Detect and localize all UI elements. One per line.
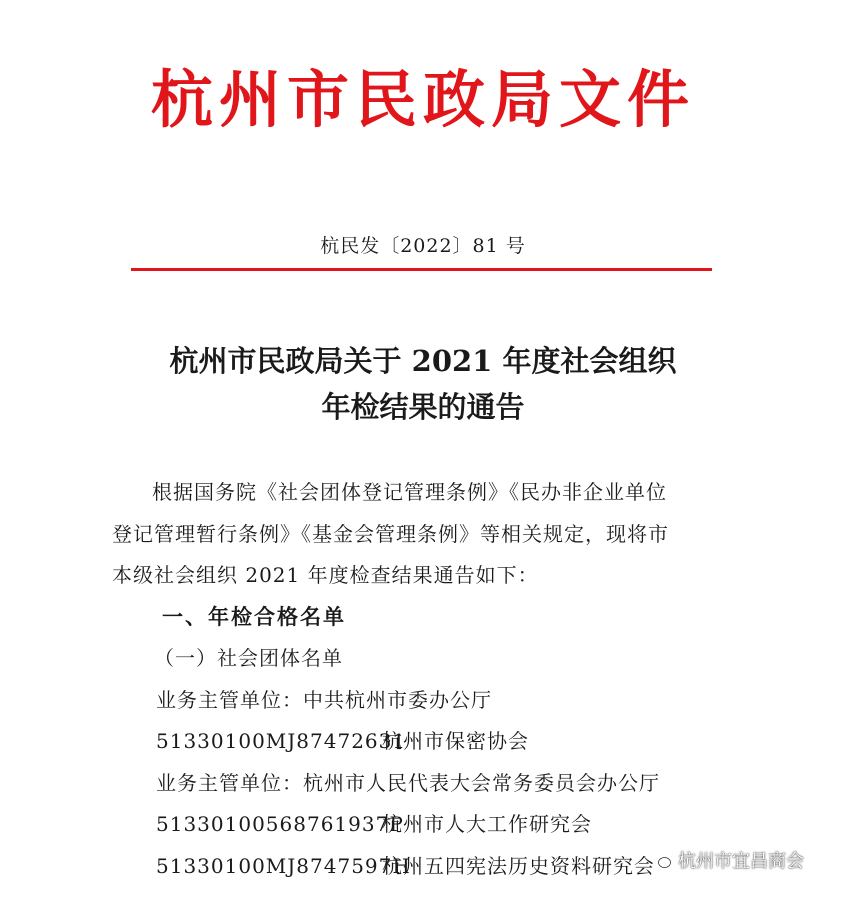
org-name: 杭州市人大工作研究会: [382, 812, 592, 836]
org-credit-code: 51330100MJ8747597H: [156, 853, 411, 878]
intro-line: 登记管理暂行条例》《基金会管理条例》等相关规定，现将市: [112, 521, 669, 546]
wechat-icon: [650, 850, 672, 870]
org-entry: [112, 804, 742, 846]
document-body: [112, 472, 742, 887]
red-divider-rule: [131, 268, 712, 271]
org-name: 杭州市保密协会: [382, 729, 529, 753]
org-credit-code: 51330100568761937P: [156, 812, 404, 836]
intro-line: 根据国务院《社会团体登记管理条例》《民办非企业单位: [152, 480, 667, 504]
notice-title-line-1: 杭州市民政局关于 2021 年度社会组织: [169, 344, 677, 378]
document-header-title: 杭州市民政局文件: [150, 63, 695, 136]
notice-title-line-2: 年检结果的通告: [321, 390, 525, 424]
watermark-text: 杭州市宜昌商会: [678, 851, 804, 872]
notice-title: [0, 338, 846, 430]
supervisor-unit-line: 业务主管单位：杭州市人民代表大会常务委员会办公厅: [156, 770, 660, 795]
org-name: 杭州五四宪法历史资料研究会: [382, 853, 655, 878]
intro-line: 本级社会组织 2021 年度检查结果通告如下：: [112, 563, 539, 587]
org-entry: [112, 846, 742, 888]
supervisor-unit-line: 业务主管单位：中共杭州市委办公厅: [156, 687, 492, 712]
org-entry: [112, 721, 742, 763]
subsection-heading-social-groups: （一）社会团体名单: [154, 646, 343, 670]
document-number: 杭民发〔2022〕81 号: [320, 235, 526, 257]
org-credit-code: 51330100MJ87472631: [156, 729, 407, 753]
intro-paragraph: [112, 472, 742, 514]
section-heading-qualified-list: 一、年检合格名单: [162, 604, 346, 629]
wechat-watermark: [650, 843, 804, 877]
